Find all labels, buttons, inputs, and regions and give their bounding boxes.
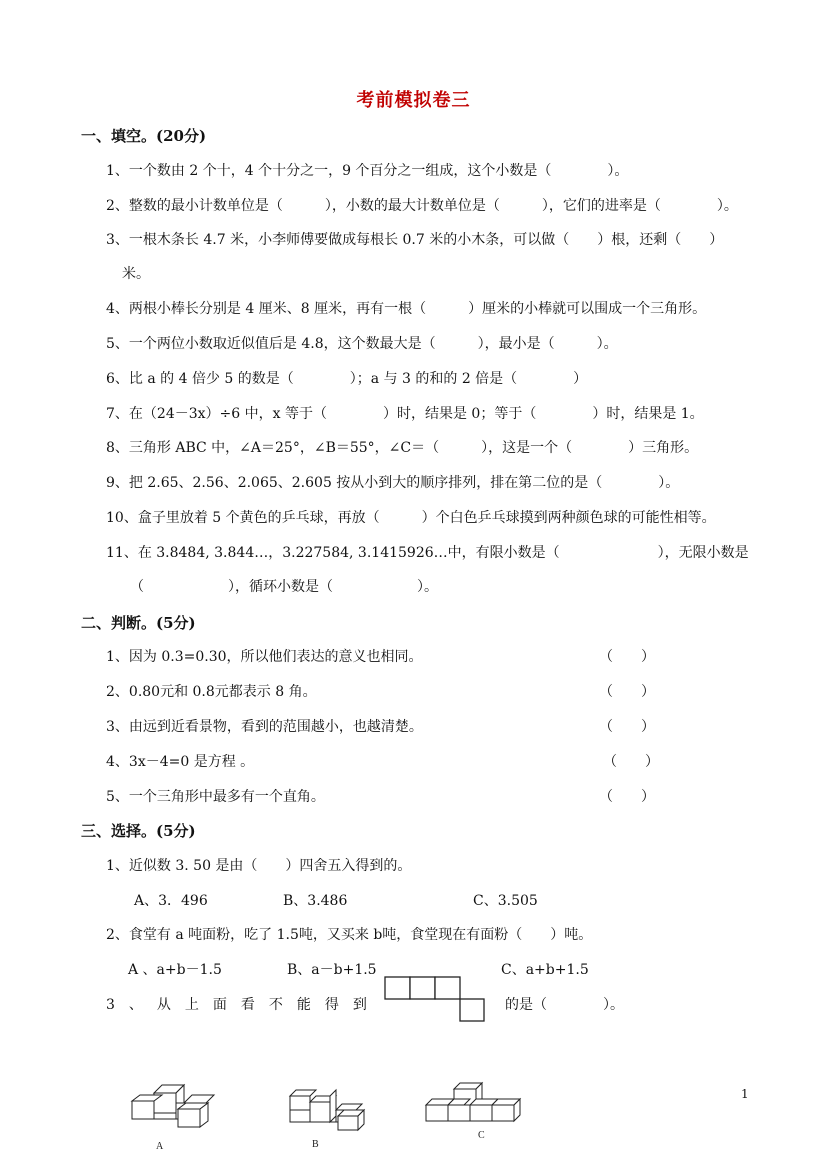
- section-2-header: 二、判断。(5分): [81, 614, 196, 632]
- top-view-figure: [383, 975, 487, 1025]
- fill-item-3: 3、一根木条长 4.7 米，小李师傅要做成每根长 0.7 米的小木条，可以做（ ）根，还剩（ ）: [106, 232, 724, 248]
- cube-figure-c: [418, 1075, 538, 1147]
- judge-item-3: 3、由远到近看景物，看到的范围越小，也越清楚。: [106, 719, 423, 735]
- figure-label-a: A: [156, 1141, 164, 1152]
- fill-item-9: 9、把 2.65、2.56、2.065、2.605 按从小到大的顺序排列，排在第二位的是（ ）。: [106, 475, 680, 491]
- judge-item-4: 4、3x－4=0 是方程 。: [106, 754, 255, 770]
- fill-item-7: 7、在（24－3x）÷6 中，x 等于（ ）时，结果是 0；等于（ ）时，结果是 1。: [106, 406, 704, 422]
- top-view-square-2: [410, 977, 435, 999]
- judge-paren-4: （ ）: [603, 754, 659, 770]
- top-view-square-4: [460, 999, 484, 1021]
- fill-item-2: 2、整数的最小计数单位是（ ），小数的最大计数单位是（ ），它们的进率是（ ）。: [106, 198, 738, 214]
- fill-item-6: 6、比 a 的 4 倍少 5 的数是（ ）；a 与 3 的和的 2 倍是（ ）: [106, 371, 588, 387]
- choice-item-3-right: 的是（ ）。: [505, 997, 624, 1013]
- page-number: 1: [741, 1087, 749, 1101]
- section-1-header: 一、填空。(20分): [81, 127, 207, 145]
- judge-paren-5: （ ）: [599, 789, 655, 805]
- page-title: 考前模拟卷三: [356, 90, 471, 111]
- figure-label-c: C: [478, 1130, 485, 1141]
- top-view-square-1: [385, 977, 410, 999]
- fill-item-8: 8、三角形 ABC 中，∠A＝25°，∠B＝55°，∠C＝（ ），这是一个（ ）三角形。: [106, 440, 699, 456]
- section-3-header: 三、选择。(5分): [81, 822, 196, 840]
- fill-item-3-cont: 米。: [122, 266, 150, 282]
- choice-2-option-b: B、a－b+1.5: [287, 962, 377, 978]
- fill-item-5: 5、一个两位小数取近似值后是 4.8，这个数最大是（ ），最小是（ ）。: [106, 336, 618, 352]
- judge-paren-3: （ ）: [599, 719, 655, 735]
- fill-item-11-cont: （ ），循环小数是（ ）。: [130, 579, 438, 595]
- choice-item-1: 1、近似数 3. 50 是由（ ）四舍五入得到的。: [106, 858, 412, 874]
- fill-item-1: 1、一个数由 2 个十，4 个十分之一，9 个百分之一组成，这个小数是（ ）。: [106, 163, 629, 179]
- cube-figure-b: [286, 1080, 376, 1155]
- choice-2-option-c: C、a+b+1.5: [501, 962, 589, 978]
- choice-2-option-a: A 、a+b－1.5: [128, 962, 222, 978]
- judge-paren-1: （ ）: [599, 649, 655, 665]
- judge-item-5: 5、一个三角形中最多有一个直角。: [106, 789, 325, 805]
- fill-item-11: 11、在 3.8484, 3.844…，3.227584, 3.1415926…中，有限小数是（ ），无限小数是: [106, 545, 749, 561]
- fill-item-4: 4、两根小棒长分别是 4 厘米、8 厘米，再有一根（ ）厘米的小棒就可以围成一个三角形。: [106, 301, 707, 317]
- judge-paren-2: （ ）: [599, 684, 655, 700]
- judge-item-1: 1、因为 0.3=0.30，所以他们表达的意义也相同。: [106, 649, 423, 665]
- choice-item-2: 2、食堂有 a 吨面粉，吃了 1.5吨，又买来 b吨，食堂现在有面粉（ ）吨。: [106, 927, 593, 943]
- fill-item-10: 10、盒子里放着 5 个黄色的乒乓球，再放（ ）个白色乒乓球摸到两种颜色球的可能性相等。: [106, 510, 716, 526]
- choice-1-option-c: C、3.505: [473, 893, 538, 909]
- choice-1-option-b: B、3.486: [283, 893, 348, 909]
- judge-item-2: 2、0.80元和 0.8元都表示 8 角。: [106, 684, 317, 700]
- choice-1-option-a: A、3．496: [134, 893, 208, 909]
- cube-figure-a: [126, 1075, 230, 1155]
- choice-item-3-left: 3、从上面看不能得到: [106, 997, 381, 1013]
- figure-label-b: B: [312, 1139, 319, 1150]
- top-view-square-3: [435, 977, 460, 999]
